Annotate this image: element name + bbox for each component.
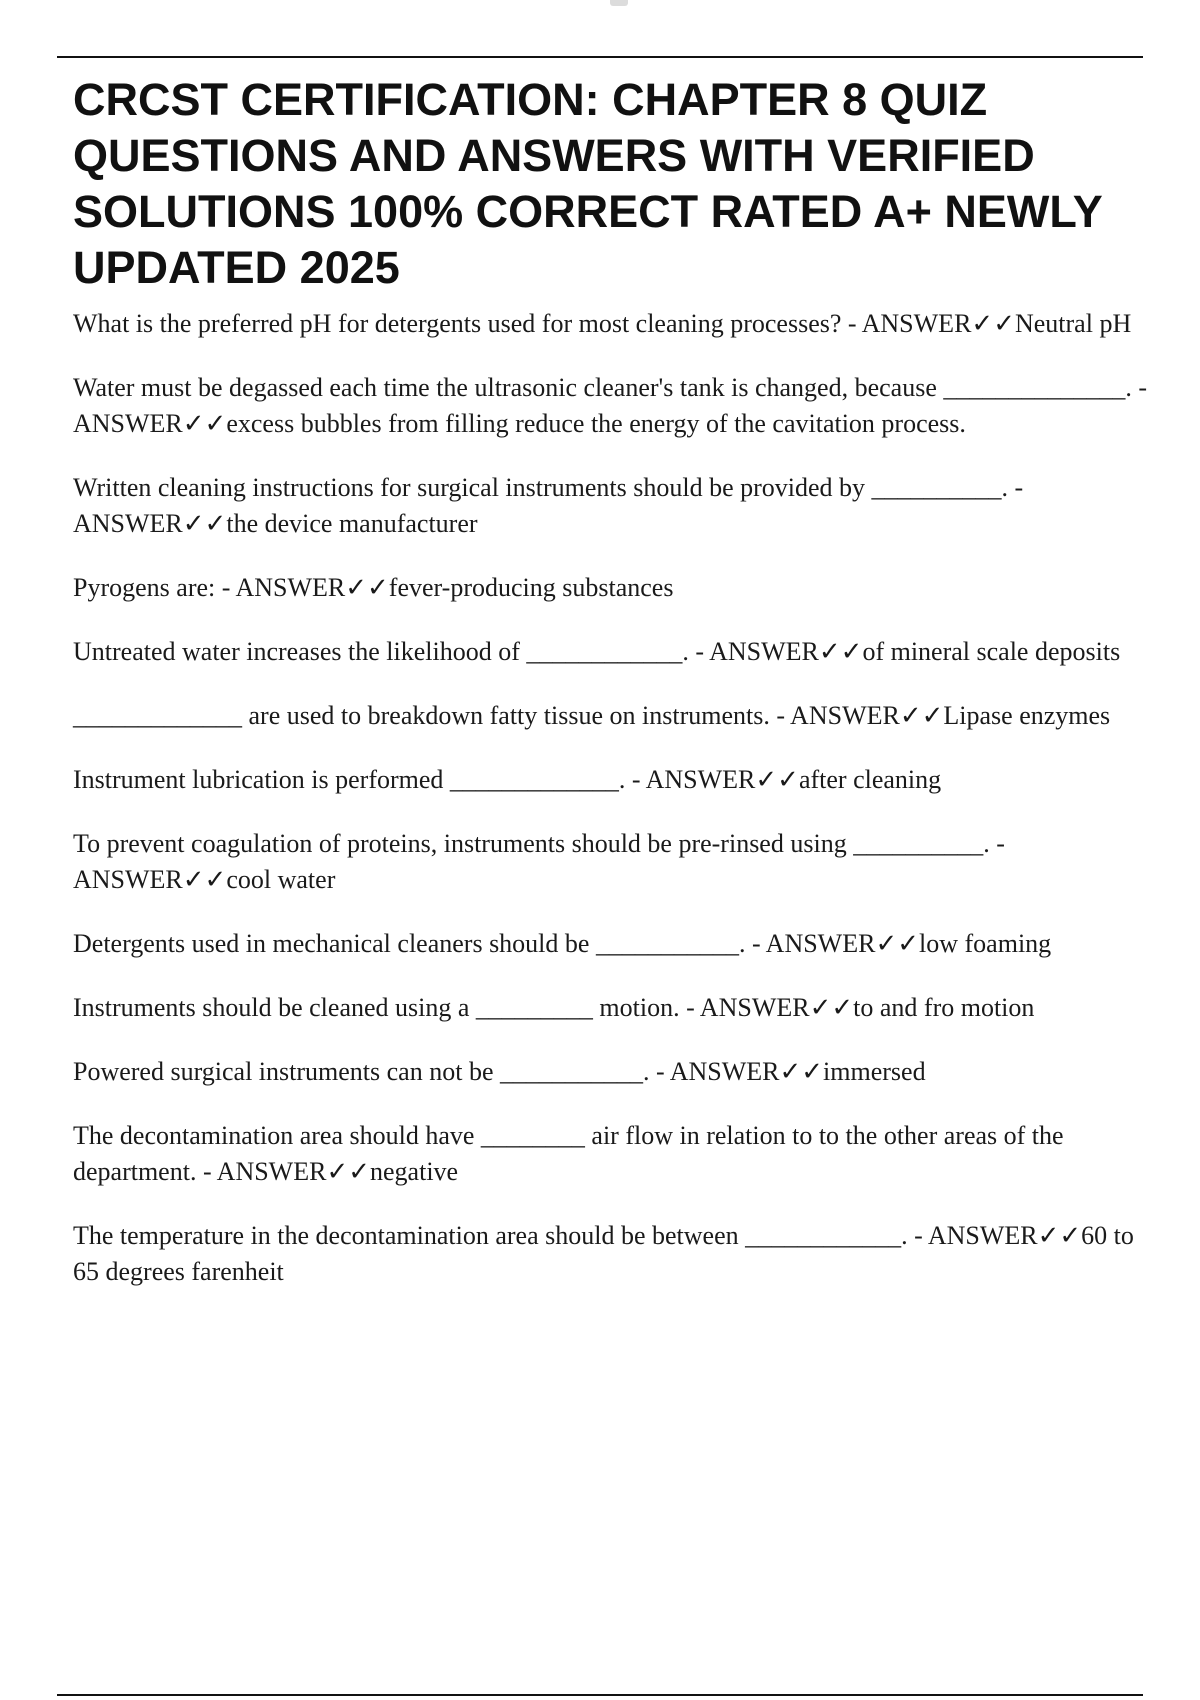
header-rule: [57, 56, 1143, 58]
qa-item: Written cleaning instructions for surgical instruments should be provided by __________. - ANSWER✓✓the device manufacturer: [73, 473, 1024, 538]
footer-rule: [57, 1694, 1143, 1696]
qa-item: To prevent coagulation of proteins, instruments should be pre-rinsed using __________. - ANSWER✓✓cool water: [73, 829, 1005, 894]
qa-item: The decontamination area should have ________ air flow in relation to to the other areas of the department. - ANSWER✓✓negative: [73, 1121, 1064, 1186]
page-top-marker: [610, 0, 628, 6]
qa-item: Instruments should be cleaned using a _________ motion. - ANSWER✓✓to and fro motion: [73, 993, 1035, 1022]
qa-item: Powered surgical instruments can not be ___________. - ANSWER✓✓immersed: [73, 1057, 926, 1086]
qa-item: What is the preferred pH for detergents used for most cleaning processes? - ANSWER✓✓Neutral pH: [73, 309, 1132, 338]
qa-item: Untreated water increases the likelihood of ____________. - ANSWER✓✓of mineral scale deposits: [73, 637, 1121, 666]
qa-item: The temperature in the decontamination area should be between ____________. - ANSWER✓✓60 to 65 degrees farenheit: [73, 1221, 1134, 1286]
qa-item: Pyrogens are: - ANSWER✓✓fever-producing substances: [73, 573, 674, 602]
qa-item: _____________ are used to breakdown fatty tissue on instruments. - ANSWER✓✓Lipase enzymes: [73, 701, 1111, 730]
qa-item: Water must be degassed each time the ultrasonic cleaner's tank is changed, because ______________. - ANSWER✓✓excess bubbles from filling reduce the energy of the cavitation process.: [73, 373, 1148, 438]
document-title: CRCST CERTIFICATION: CHAPTER 8 QUIZ QUESTIONS AND ANSWERS WITH VERIFIED SOLUTIONS 100% CORRECT RATED A+ NEWLY UPDATED 2025: [73, 74, 1102, 293]
document-body: [73, 72, 1163, 1318]
qa-item: Instrument lubrication is performed _____________. - ANSWER✓✓after cleaning: [73, 765, 942, 794]
qa-item: Detergents used in mechanical cleaners should be ___________. - ANSWER✓✓low foaming: [73, 929, 1052, 958]
